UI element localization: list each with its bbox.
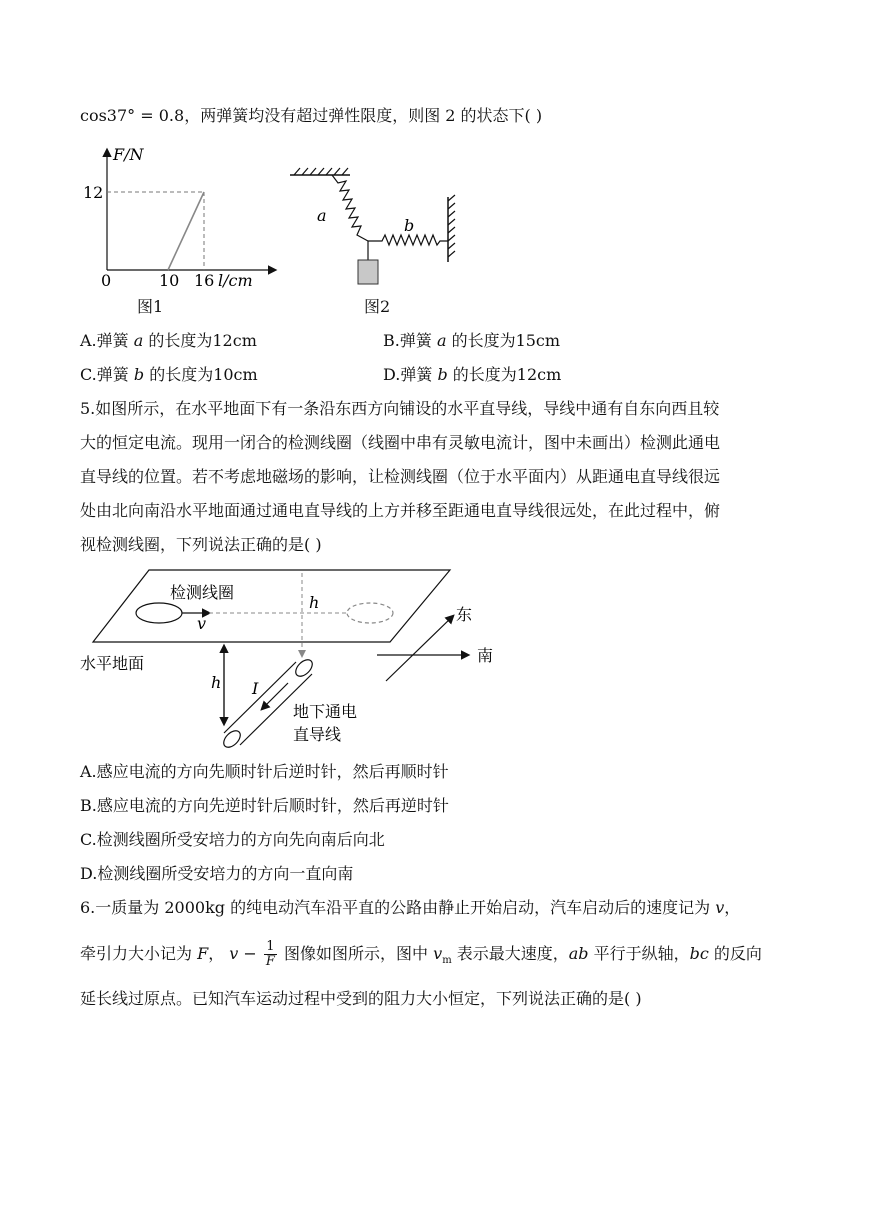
- spring-b: [368, 235, 448, 245]
- q4-option-c: C.弹簧 b 的长度为10cm: [80, 365, 258, 384]
- wire-label-line-1: 地下通电: [293, 702, 358, 721]
- fraction-1-over-f: $\frac{1}{F}$: [265, 939, 275, 969]
- q5-option-a: A.感应电流的方向先顺时针后逆时针，然后再顺时针: [80, 762, 449, 781]
- x-axis-label: l/cm: [218, 271, 253, 290]
- q5-option-d: D.检测线圈所受安培力的方向一直向南: [80, 864, 354, 883]
- q5-option-c: C.检测线圈所受安培力的方向先向南后向北: [80, 830, 385, 849]
- height-label-bottom: h: [211, 673, 222, 692]
- q5-line-4: 处由北向南沿水平地面通过通电直导线的上方并移至距通电直导线很远处，在此过程中，俯: [80, 501, 721, 520]
- q6-line-3: 延长线过原点。已知汽车运动过程中受到的阻力大小恒定，下列说法正确的是( ): [80, 989, 642, 1008]
- q4-question-text: ，两弹簧均没有超过弹性限度，则图 2 的状态下( ): [184, 106, 543, 125]
- velocity-label: v: [197, 614, 207, 633]
- x-tick-16: 16: [194, 271, 215, 290]
- weight-block: [358, 260, 378, 284]
- q5-line-3: 直导线的位置。若不考虑地磁场的影响，让检测线圈（位于水平面内）从距通电直导线很远: [80, 467, 721, 486]
- east-arrow: [386, 616, 453, 681]
- q4-option-a: A.弹簧 a 的长度为12cm: [80, 331, 257, 350]
- label-spring-b: b: [404, 216, 415, 235]
- coil-label: 检测线圈: [170, 583, 235, 602]
- coil-final-position: [347, 603, 393, 623]
- q5-line-5: 视检测线圈，下列说法正确的是( ): [80, 535, 322, 554]
- figure-2-caption: 图2: [364, 297, 391, 316]
- ground-plane: [93, 570, 450, 642]
- q5-line-1: 5.如图所示，在水平地面下有一条沿东西方向铺设的水平直导线，导线中通有自东向西且较: [80, 399, 720, 418]
- figure-1-graph: [80, 140, 280, 290]
- east-label: 东: [456, 605, 473, 624]
- label-spring-a: a: [317, 206, 327, 225]
- x-tick-0: 0: [101, 271, 112, 290]
- q4-option-d: D.弹簧 b 的长度为12cm: [383, 365, 562, 384]
- q4-continuation: [80, 106, 542, 126]
- figure-2-springs: [288, 165, 468, 290]
- detection-coil: [136, 603, 182, 623]
- x-tick-10: 10: [159, 271, 180, 290]
- force-length-line: [168, 192, 204, 270]
- y-axis-label: F/N: [113, 145, 144, 164]
- south-label: 南: [477, 646, 494, 665]
- cos-expression: cos37° = 0.8: [80, 106, 185, 125]
- y-tick-12: 12: [83, 183, 104, 202]
- ground-label: 水平地面: [80, 654, 145, 673]
- spring-a: [332, 175, 368, 241]
- figure-1-caption: 图1: [137, 297, 164, 316]
- wall-hatch: [448, 195, 455, 257]
- ceiling-hatch: [294, 168, 348, 175]
- wire-label-line-2: 直导线: [293, 725, 342, 744]
- q6-line-1: 6.一质量为 2000kg 的纯电动汽车沿平直的公路由静止开始启动，汽车启动后的速度记为 v，: [80, 898, 741, 917]
- q5-option-b: B.感应电流的方向先逆时针后顺时针，然后再逆时针: [80, 796, 449, 815]
- current-label: I: [252, 679, 259, 698]
- q6-line-2: 牵引力大小记为 F， v − $\frac{1}{F}$ 图像如图所示，图中 $v_m$ 表示最大速度，ab 平行于纵轴，bc 的反向: [80, 939, 762, 969]
- q5-line-2: 大的恒定电流。现用一闭合的检测线圈（线圈中串有灵敏电流计，图中未画出）检测此通电: [80, 433, 721, 452]
- q4-option-b: B.弹簧 a 的长度为15cm: [383, 331, 561, 350]
- q5-figure: [78, 565, 518, 755]
- height-label-top: h: [309, 593, 320, 612]
- current-arrow: [262, 683, 288, 709]
